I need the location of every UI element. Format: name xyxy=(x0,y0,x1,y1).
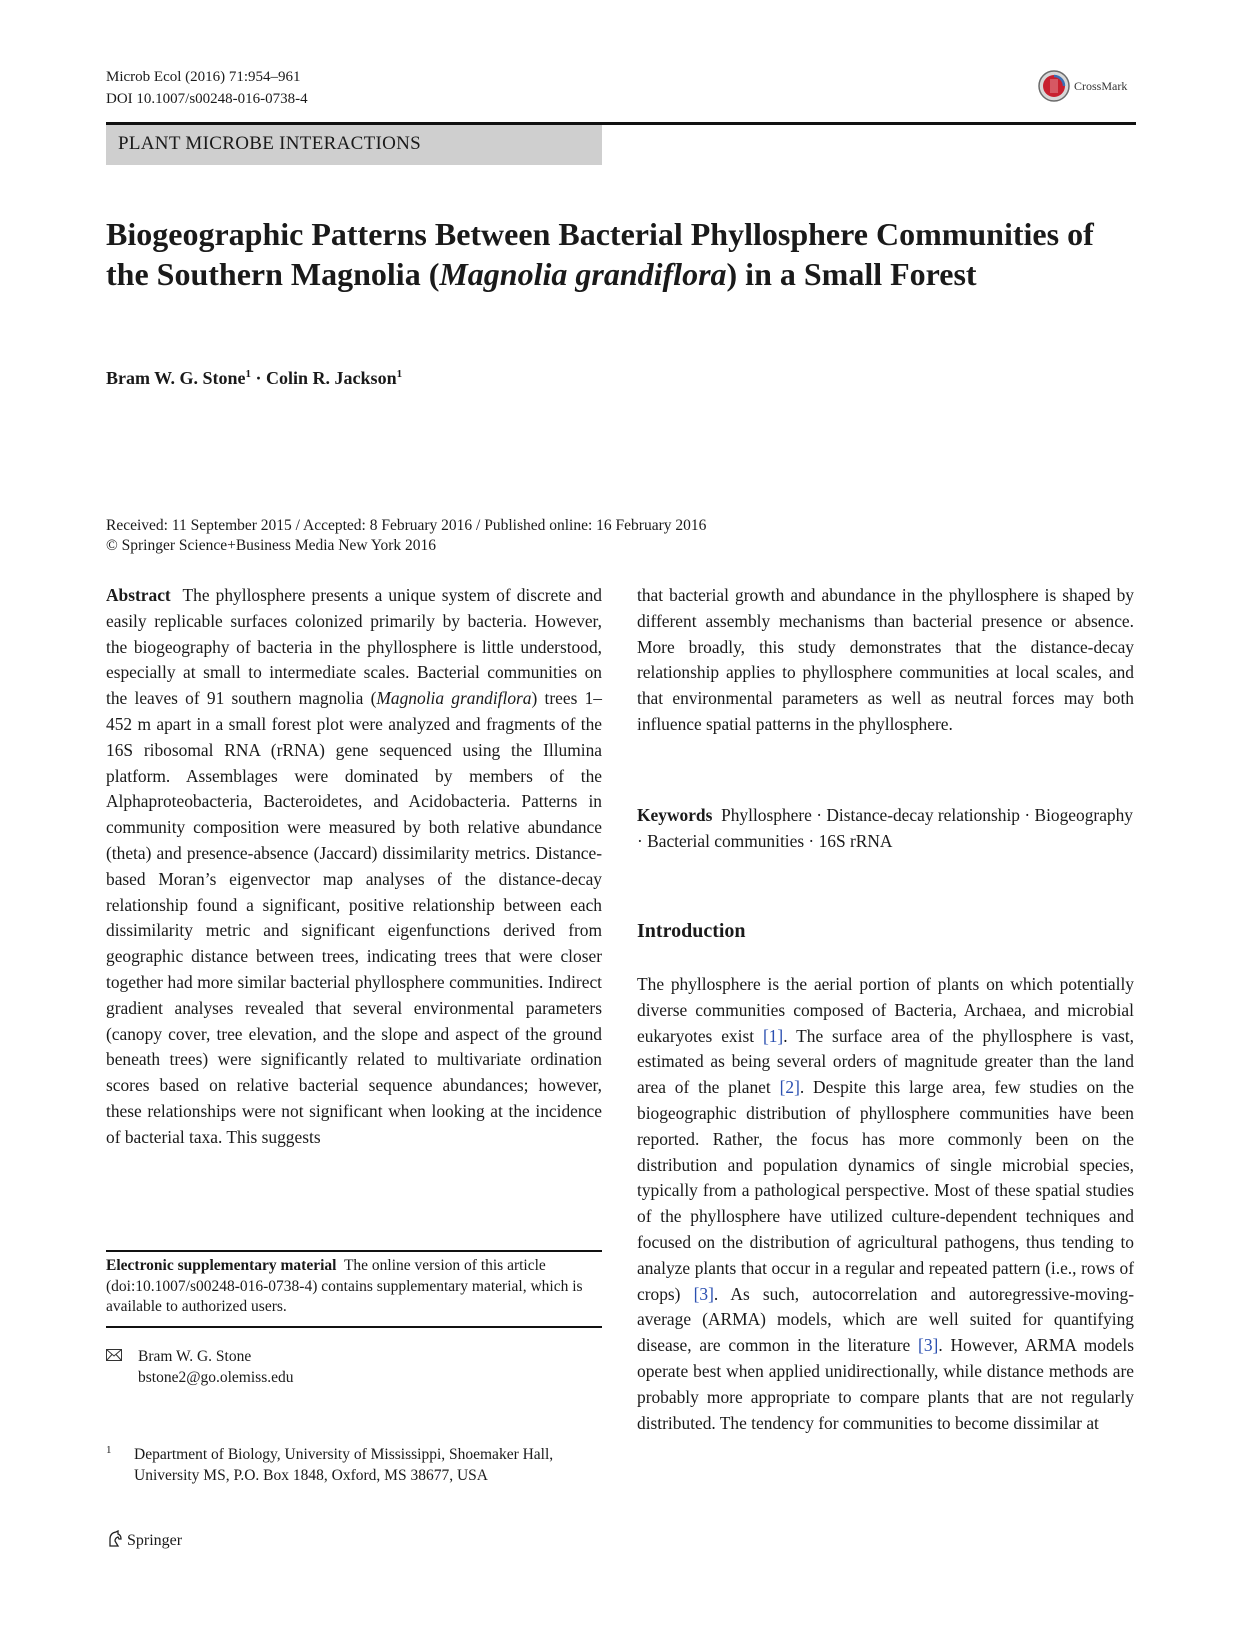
affiliation-marker: 1 xyxy=(396,368,403,380)
supplementary-note xyxy=(106,1256,602,1318)
abstract-text-continued: ) trees 1–452 m apart in a small forest plot were analyzed and fragments of the 16S ribosomal RNA (rRNA) gene sequenced using the Illumina platform. Assemblages were dominated by members of the Alphaproteobacteria, Bacteroidetes, and Acidobacteria. Patterns in community composition were measured by both relative abundance (theta) and presence-absence (Jaccard) dissimilarity metrics. Distance-based Moran’s eigenvector map analyses of the distance-decay relationship found a significant, positive relationship between each dissimilarity metric and significant eigenfunctions derived from geographic distance between trees, indicating trees that were closer together had more similar bacterial phyllosphere communities. Indirect gradient analyses revealed that several environmental parameters (canopy cover, tree elevation, and the slope and aspect of the ground beneath trees) were significantly related to multivariate ordination scores based on relative bacterial sequence abundances; however, these relationships were not significant when looking at the incidence of bacterial taxa. This suggests xyxy=(106,688,602,1147)
abstract-label: Abstract xyxy=(106,585,171,605)
intro-text: . As such, autocorrelation and autoregressive-moving-average (ARMA) models, which are well suited for quantifying disease, are common in the literature xyxy=(637,1283,1134,1356)
author-name[interactable]: Bram W. G. Stone xyxy=(106,368,246,388)
intro-text: The phyllosphere is the aerial portion of plants on which potentially diverse communities composed of Bacteria, Archaea, and microbial eukaryotes exist xyxy=(637,974,1134,1046)
section-heading-introduction: Introduction xyxy=(637,920,746,942)
publisher-logo xyxy=(106,1530,182,1550)
journal-citation: Microb Ecol (2016) 71:954–961 xyxy=(106,69,301,85)
copyright-notice: © Springer Science+Business Media New York 2016 xyxy=(106,537,437,554)
abstract-continuation xyxy=(637,583,1134,738)
abstract-paragraph xyxy=(106,583,602,1151)
footnote-rule xyxy=(106,1250,602,1252)
affiliation-number: 1 xyxy=(106,1444,112,1456)
affiliation-text: Department of Biology, University of Mississippi, Shoemaker Hall, University MS, P.O. Box 1848, Oxford, MS 38677, USA xyxy=(134,1446,554,1484)
crossmark-icon xyxy=(1038,70,1070,102)
footnote-rule xyxy=(106,1326,602,1328)
correspondence-email[interactable]: bstone2@go.olemiss.edu xyxy=(138,1369,294,1386)
author-separator: · xyxy=(255,368,262,388)
intro-text: . The surface area of the phyllosphere is vast, estimated as being several orders of magnitude greater than the land area of the planet xyxy=(637,1025,1134,1098)
envelope-icon xyxy=(106,1349,122,1361)
abstract-species: Magnolia grandiflora xyxy=(376,688,532,709)
section-banner xyxy=(106,125,602,165)
abstract-continuation-text: that bacterial growth and abundance in the phyllosphere is shaped by different assembly mechanisms than bacterial presence or absence. More broadly, this study demonstrates that the distance-decay relationship applies to phyllosphere communities at local scales, and that environmental parameters as well as neutral forces may both influence spatial patterns in the phyllosphere. xyxy=(637,585,1134,734)
author-name[interactable]: Colin R. Jackson xyxy=(266,368,397,388)
crossmark-label: CrossMark xyxy=(1074,79,1128,93)
title-species: Magnolia grandiflora xyxy=(439,256,727,292)
citation-link[interactable]: [2] xyxy=(779,1077,800,1098)
title-text-end: ) in a Small Forest xyxy=(726,256,977,292)
title-text: Biogeographic Patterns Between Bacterial Phyllosphere Communities of the Southern Magnolia ( xyxy=(106,216,1094,292)
citation-link[interactable]: [3] xyxy=(918,1335,939,1356)
abstract-text: The phyllosphere presents a unique system of discrete and easily replicable surfaces colonized primarily by bacteria. However, the biogeography of bacteria in the phyllosphere is little understood, especially at small to intermediate scales. Bacterial communities on the leaves of 91 southern magnolia ( xyxy=(106,585,602,709)
article-title xyxy=(106,214,1106,294)
citation-link[interactable]: [3] xyxy=(693,1283,714,1304)
publisher-name: Springer xyxy=(127,1532,183,1549)
keywords-text: Phyllosphere · Distance-decay relationship · Biogeography · Bacterial communities · 16S rRNA xyxy=(637,805,1134,851)
intro-text: . However, ARMA models operate best when applied unidirectionally, while distance methods are probably more appropriate to compare plants that are not regularly distributed. The tendency for communities to become dissimilar at xyxy=(637,1335,1134,1433)
publication-dates: Received: 11 September 2015 / Accepted: 8 February 2016 / Published online: 16 February 2016 xyxy=(106,517,707,534)
keywords-paragraph xyxy=(637,803,1134,855)
supplementary-text: The online version of this article (doi:10.1007/s00248-016-0738-4) contains supplementary material, which is available to authorized users. xyxy=(106,1257,583,1315)
keywords xyxy=(637,803,1134,855)
affiliation-marker: 1 xyxy=(245,368,252,380)
introduction-paragraph xyxy=(637,972,1134,1436)
springer-horse-icon xyxy=(106,1530,124,1548)
keywords-label: Keywords xyxy=(637,805,713,825)
citation-link[interactable]: [1] xyxy=(762,1025,784,1046)
correspondence-name: Bram W. G. Stone xyxy=(138,1348,252,1365)
crossmark-logo[interactable] xyxy=(1038,70,1138,106)
author-list xyxy=(106,368,402,389)
intro-text: . Despite this large area, few studies on the biogeographic distribution of phyllosphere communities have been reported. Rather, the focus has more commonly been on the distribution and population dynamics of single microbial species, typically from a pathological perspective. Most of these spatial studies of the phyllosphere have utilized culture-dependent techniques and focused on the distribution of agricultural pathogens, thus tending to analyze plants that occur in a regular and repeated pattern (i.e., rows of crops) xyxy=(637,1077,1134,1304)
introduction-body xyxy=(637,972,1134,1436)
doi-line: DOI 10.1007/s00248-016-0738-4 xyxy=(106,91,308,107)
supplementary-label: Electronic supplementary material xyxy=(106,1257,337,1274)
section-label: PLANT MICROBE INTERACTIONS xyxy=(118,133,422,154)
abstract xyxy=(106,583,602,1151)
